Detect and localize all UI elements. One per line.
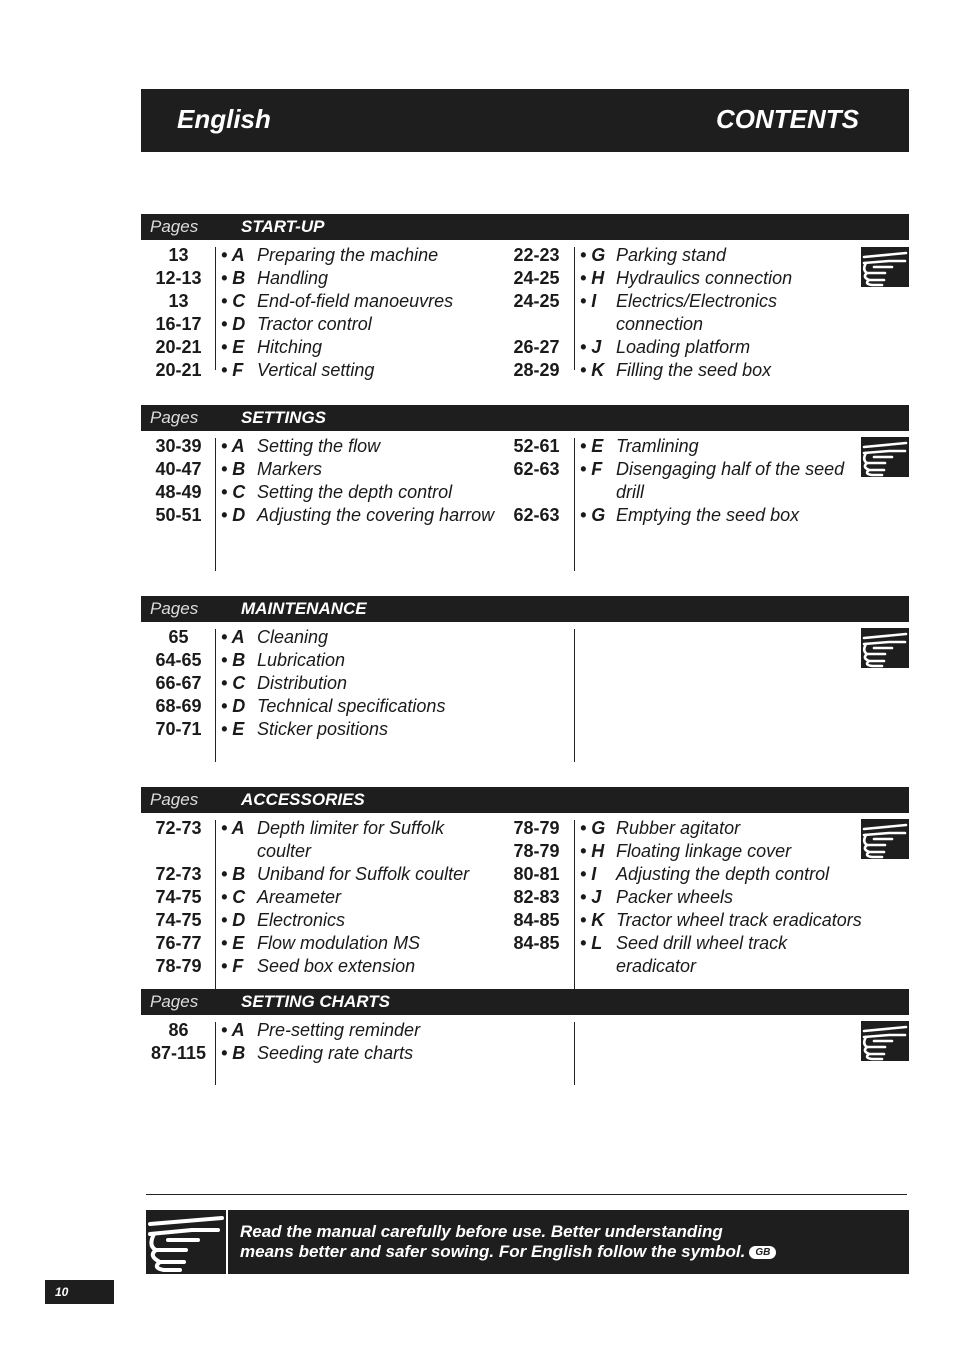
section-title: MAINTENANCE [241, 599, 367, 618]
page-range: 62-63 [513, 459, 560, 479]
item-title: Filling the seed box [616, 360, 772, 380]
section-accessories [141, 787, 909, 1003]
toc-entry [141, 817, 841, 840]
item-title: connection [616, 314, 704, 334]
section-title: SETTING CHARTS [241, 992, 390, 1011]
item-title: eradicator [616, 956, 697, 976]
item-title: Adjusting the depth control [616, 864, 830, 884]
item-letter: • B [221, 1043, 246, 1063]
item-title: Uniband for Suffolk coulter [257, 864, 470, 884]
item-letter: • K [580, 360, 605, 380]
item-letter: • I [580, 864, 597, 884]
language-title: English [177, 104, 271, 134]
page-range: 74-75 [155, 910, 202, 930]
item-letter: • D [221, 696, 246, 716]
section-settings [141, 405, 909, 571]
footer-divider [146, 1194, 907, 1195]
page-range: 65 [168, 627, 189, 647]
item-title: Cleaning [257, 627, 329, 647]
page-range: 13 [168, 291, 189, 311]
page-range: 12-13 [155, 268, 202, 288]
section-header-bar [141, 596, 909, 622]
page-range: 78-79 [513, 818, 560, 838]
toc-entry [141, 504, 841, 527]
item-letter: • J [580, 887, 602, 907]
item-letter: • A [221, 1020, 245, 1040]
item-title: Technical specifications [257, 696, 446, 716]
page-range: 16-17 [155, 314, 202, 334]
item-title: Electrics/Electronics [616, 291, 778, 311]
page-range: 52-61 [513, 436, 560, 456]
section-title: START-UP [241, 217, 325, 236]
pages-label: Pages [150, 599, 199, 618]
item-title: Distribution [257, 673, 348, 693]
page-range: 20-21 [155, 360, 202, 380]
page-range: 40-47 [155, 459, 202, 479]
item-letter: • G [580, 818, 606, 838]
item-title: Adjusting the covering harrow [257, 505, 495, 525]
item-letter: • A [221, 436, 245, 456]
page-range: 84-85 [513, 910, 560, 930]
item-letter: • E [221, 719, 245, 739]
page-number-box [45, 1280, 114, 1304]
pointing-hand-icon [861, 247, 909, 287]
page-range: 62-63 [513, 505, 560, 525]
section-body [141, 622, 909, 762]
page-range: 76-77 [155, 933, 202, 953]
item-title: Tractor control [257, 314, 372, 334]
page-range: 48-49 [155, 482, 202, 502]
item-title: Hitching [257, 337, 323, 357]
item-letter: • K [580, 910, 605, 930]
toc-entry [141, 435, 841, 458]
section-title: SETTINGS [241, 408, 327, 427]
item-title: coulter [257, 841, 312, 861]
page-range: 26-27 [513, 337, 560, 357]
item-title: Packer wheels [616, 887, 734, 907]
item-letter: • C [221, 291, 246, 311]
item-title: Flow modulation MS [257, 933, 421, 953]
item-letter: • A [221, 818, 245, 838]
item-letter: • D [221, 910, 246, 930]
item-title: Vertical setting [257, 360, 375, 380]
toc-entry [141, 932, 841, 955]
item-letter: • F [221, 956, 244, 976]
page-range: 66-67 [155, 673, 202, 693]
pages-label: Pages [150, 217, 199, 236]
pointing-hand-icon [861, 437, 909, 477]
page-range: 86 [168, 1020, 189, 1040]
item-title: Floating linkage cover [616, 841, 792, 861]
footer-note [146, 1210, 909, 1274]
toc-entry [141, 886, 841, 909]
page-range: 74-75 [155, 887, 202, 907]
item-title: Emptying the seed box [616, 505, 800, 525]
item-title: Loading platform [616, 337, 751, 357]
page-range: 24-25 [513, 291, 560, 311]
page-range: 78-79 [155, 956, 202, 976]
section-title: ACCESSORIES [241, 790, 365, 809]
item-letter: • H [580, 841, 605, 861]
page-range: 68-69 [155, 696, 202, 716]
toc-entry [141, 626, 841, 649]
toc-entry [141, 458, 845, 481]
page-range: 84-85 [513, 933, 560, 953]
item-letter: • C [221, 673, 246, 693]
item-letter: • H [580, 268, 605, 288]
item-title: Lubrication [257, 650, 346, 670]
item-title: Electronics [257, 910, 346, 930]
page-range: 28-29 [513, 360, 560, 380]
toc-entry [141, 290, 841, 313]
item-letter: • A [221, 627, 245, 647]
item-letter: • E [221, 933, 245, 953]
item-letter: • A [221, 245, 245, 265]
section-maintenance [141, 596, 909, 762]
section-body [141, 431, 909, 571]
item-title: Setting the flow [257, 436, 381, 456]
toc-entry [141, 909, 862, 932]
page-range: 20-21 [155, 337, 202, 357]
note-line-2-text: means better and safer sowing. For English follow the symbol. [240, 1242, 746, 1261]
item-letter: • J [580, 337, 602, 357]
section-header-bar [141, 214, 909, 240]
page-range: 78-79 [513, 841, 560, 861]
page-range: 50-51 [155, 505, 202, 525]
section-body [141, 1015, 909, 1085]
toc-entry [141, 359, 841, 382]
page-range: 72-73 [155, 818, 202, 838]
section-start-up [141, 214, 909, 380]
item-letter: • C [221, 887, 246, 907]
toc-entry [141, 267, 841, 290]
pages-label: Pages [150, 790, 199, 809]
page-range: 30-39 [155, 436, 202, 456]
item-title: Seed drill wheel track [616, 933, 788, 953]
item-title: Seed box extension [257, 956, 416, 976]
section-header-bar [141, 787, 909, 813]
item-letter: • D [221, 314, 246, 334]
item-title: Markers [257, 459, 323, 479]
item-title: Seeding rate charts [257, 1043, 414, 1063]
toc-entry-continuation [141, 313, 841, 336]
item-title: Handling [257, 268, 329, 288]
item-title: Tramlining [616, 436, 699, 456]
item-title: Preparing the machine [257, 245, 439, 265]
page-range: 70-71 [155, 719, 202, 739]
page-range: 82-83 [513, 887, 560, 907]
item-title: Tractor wheel track eradicators [616, 910, 862, 930]
toc-entry [141, 244, 841, 267]
item-letter: • B [221, 864, 246, 884]
item-title: Depth limiter for Suffolk [257, 818, 445, 838]
pointing-hand-icon [861, 819, 909, 859]
item-letter: • G [580, 505, 606, 525]
section-header-bar [141, 405, 909, 431]
toc-entry-continuation [141, 955, 841, 978]
section-setting-charts [141, 989, 909, 1085]
page-range: 13 [168, 245, 189, 265]
contents-title: CONTENTS [716, 104, 859, 134]
section-body [141, 813, 909, 1003]
note-line-1: Read the manual carefully before use. Better understanding [240, 1222, 723, 1241]
item-title: Parking stand [616, 245, 727, 265]
toc-entry [141, 718, 841, 741]
pages-label: Pages [150, 408, 199, 427]
item-letter: • C [221, 482, 246, 502]
toc-entry-continuation [141, 481, 841, 504]
item-letter: • B [221, 459, 246, 479]
toc-entry [141, 840, 841, 863]
page-range: 72-73 [155, 864, 202, 884]
item-letter: • E [580, 436, 604, 456]
item-title: Areameter [257, 887, 342, 907]
page-header [141, 89, 909, 152]
page-number: 10 [55, 1285, 69, 1299]
note-text-box [228, 1210, 909, 1274]
item-letter: • I [580, 291, 597, 311]
item-letter: • F [221, 360, 244, 380]
item-letter: • G [580, 245, 606, 265]
toc-entry [141, 863, 841, 886]
pages-label: Pages [150, 992, 199, 1011]
gb-badge: GB [749, 1246, 776, 1259]
section-body [141, 240, 909, 380]
item-title: Sticker positions [257, 719, 389, 739]
item-title: End-of-field manoeuvres [257, 291, 454, 311]
note-line-2 [240, 1242, 776, 1262]
pointing-hand-icon [861, 1021, 909, 1061]
toc-entry [141, 336, 841, 359]
pointing-hand-icon [146, 1210, 226, 1274]
toc-entry [141, 672, 841, 695]
toc-entry [141, 649, 841, 672]
page-range: 64-65 [155, 650, 202, 670]
pointing-hand-icon [861, 628, 909, 668]
item-title: Hydraulics connection [616, 268, 793, 288]
item-letter: • B [221, 650, 246, 670]
page-range: 87-115 [150, 1043, 207, 1063]
item-letter: • B [221, 268, 246, 288]
page-range: 22-23 [513, 245, 560, 265]
item-title: Rubber agitator [616, 818, 741, 838]
item-title: Setting the depth control [257, 482, 453, 502]
toc-entry [141, 1042, 841, 1065]
item-letter: • D [221, 505, 246, 525]
item-letter: • L [580, 933, 603, 953]
item-letter: • E [221, 337, 245, 357]
page-range: 80-81 [513, 864, 560, 884]
item-title: Disengaging half of the seed [616, 459, 845, 479]
section-header-bar [141, 989, 909, 1015]
item-title: drill [616, 482, 645, 502]
page-range: 24-25 [513, 268, 560, 288]
toc-entry [141, 695, 841, 718]
item-title: Pre-setting reminder [257, 1020, 421, 1040]
toc-entry [141, 1019, 841, 1042]
item-letter: • F [580, 459, 603, 479]
